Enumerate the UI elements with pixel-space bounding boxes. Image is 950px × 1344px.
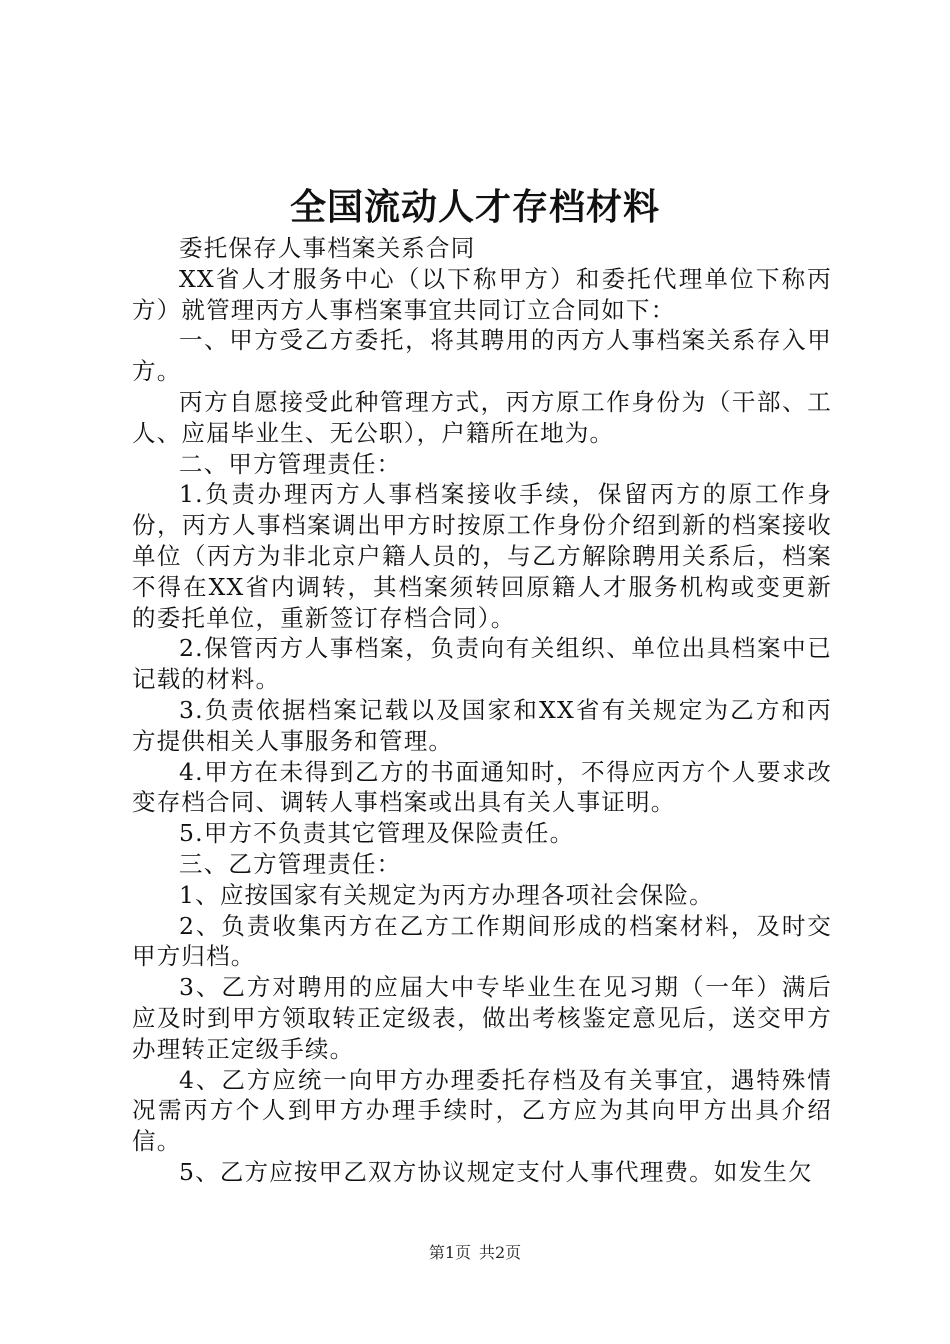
paragraph-item-3-1: 1、应按国家有关规定为丙方办理各项社会保险。: [179, 880, 714, 909]
document-title: 全国流动人才存档材料: [289, 186, 660, 228]
paragraph-item-2-5: 5.甲方不负责其它管理及保险责任。: [179, 819, 575, 848]
paragraph-item-2-4: 4.甲方在未得到乙方的书面通知时，不得应丙方个人要求改变存档合同、调转人事档案或出具有关人事证明。: [132, 757, 832, 817]
paragraph-contract-heading: 委托保存人事档案关系合同: [179, 234, 476, 262]
page-total: 共2页: [479, 1243, 522, 1262]
paragraph-identity: 丙方自愿接受此种管理方式，丙方原工作身份为（干部、工人、应届毕业生、无公职），户籍所在地为。: [132, 387, 832, 447]
paragraph-item-3-5: 5、乙方应按甲乙双方协议规定支付人事代理费。如发生欠: [179, 1157, 813, 1186]
paragraph-item-2-3: 3.负责依据档案记载以及国家和XX省有关规定为乙方和丙方提供相关人事服务和管理。: [132, 695, 832, 755]
paragraph-section-3-heading: 三、乙方管理责任：: [179, 849, 402, 878]
paragraph-item-3-4: 4、乙方应统一向甲方办理委托存档及有关事宜，遇特殊情况需丙方个人到甲方办理手续时，乙方应为其向甲方出具介绍信。: [132, 1065, 832, 1156]
page-footer: [0, 1242, 950, 1264]
page-number: 第1页: [428, 1243, 471, 1262]
paragraph-item-3-2: 2、负责收集丙方在乙方工作期间形成的档案材料，及时交甲方归档。: [132, 911, 832, 971]
paragraph-section-2-heading: 二、甲方管理责任：: [179, 449, 402, 478]
paragraph-item-2-2: 2.保管丙方人事档案，负责向有关组织、单位出具档案中已记载的材料。: [132, 634, 832, 694]
paragraph-item-2-1: 1.负责办理丙方人事档案接收手续，保留丙方的原工作身份，丙方人事档案调出甲方时按原工作身份介绍到新的档案接收单位（丙方为非北京户籍人员的，与乙方解除聘用关系后，档案不得在XX省内调转，其档案须转回原籍人才服务机构或变更新的委托单位，重新签订存档合同）。: [132, 480, 832, 632]
document-body: [132, 233, 832, 1188]
paragraph-item-3-3: 3、乙方对聘用的应届大中专毕业生在见习期（一年）满后应及时到甲方领取转正定级表，做出考核鉴定意见后，送交甲方办理转正定级手续。: [132, 973, 832, 1063]
paragraph-clause-1: 一、甲方受乙方委托，将其聘用的丙方人事档案关系存入甲方。: [132, 326, 832, 386]
paragraph-parties: XX省人才服务中心（以下称甲方）和委托代理单位下称丙方）就管理丙方人事档案事宜共同订立合同如下：: [132, 264, 832, 324]
